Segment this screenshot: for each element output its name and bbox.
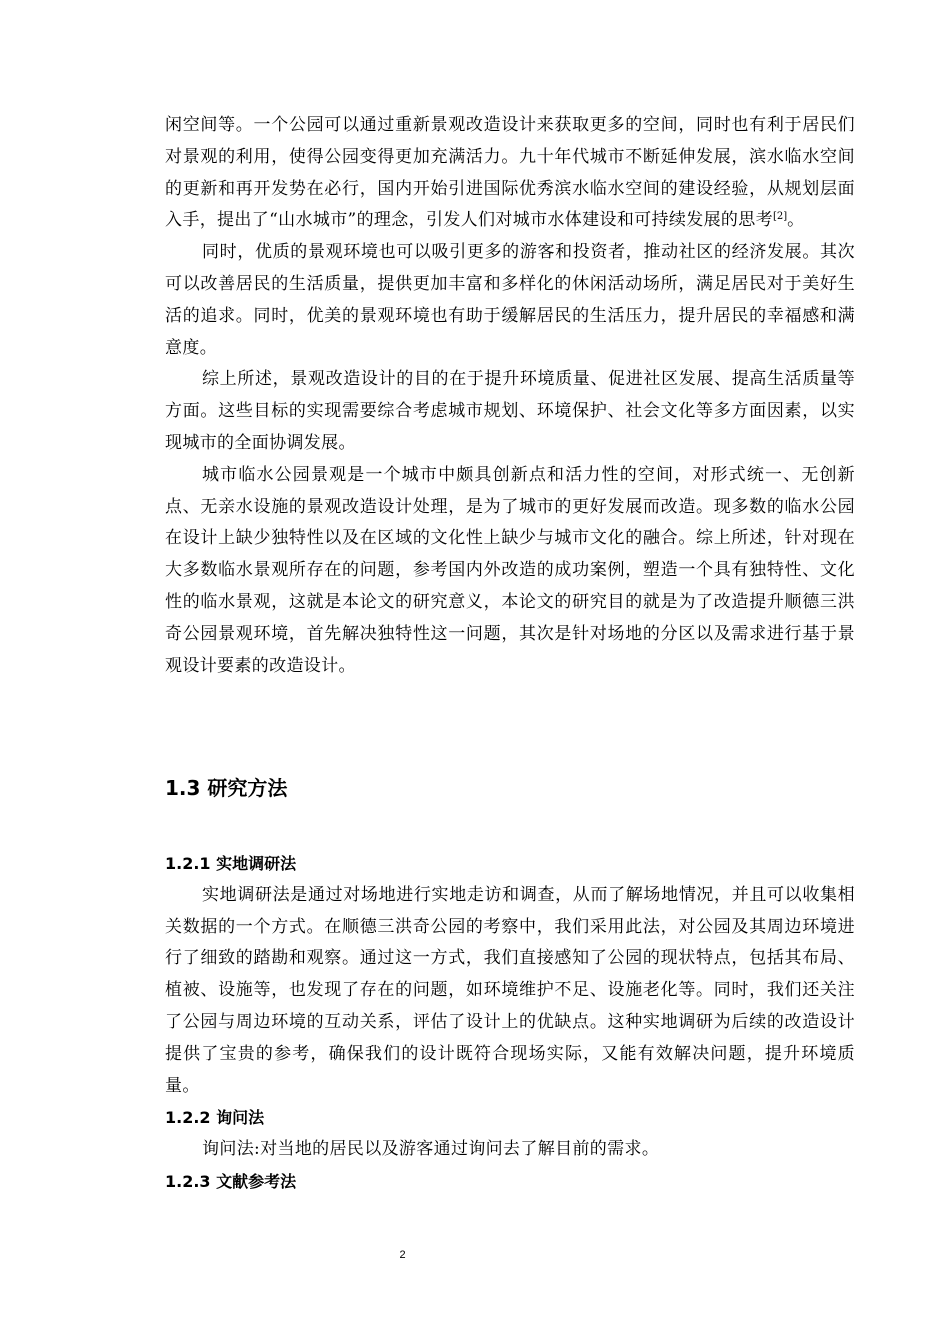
citation-ref: [2]: [772, 211, 788, 223]
subsection-heading-literature: 1.2.3 文献参考法: [165, 1171, 297, 1191]
paragraph-4: 城市临水公园景观是一个城市中颇具创新点和活力性的空间，对形式统一、无创新点、无亲水设施的景观改造设计处理，是为了城市的更好发展而改造。现多数的临水公园在设计上缺少独特性以及在区域的文化性上缺少与城市文化的融合。综上所述，针对现在大多数临水景观所存在的问题，参考国内外改造的成功案例，塑造一个具有独特性、文化性的临水景观，这就是本论文的研究意义，本论文的研究目的就是为了改造提升顺德三洪奇公园景观环境，首先解决独特性这一问题，其次是针对场地的分区以及需求进行基于景观设计要素的改造设计。: [165, 464, 855, 676]
paragraph-2: 同时，优质的景观环境也可以吸引更多的游客和投资者，推动社区的经济发展。其次可以改善居民的生活质量，提供更加丰富和多样化的休闲活动场所，满足居民对于美好生活的追求。同时，优美的景观环境也有助于缓解居民的生活压力，提升居民的幸福感和满意度。: [165, 242, 855, 358]
methods-block: [165, 848, 855, 1198]
inquiry-paragraph: 询问法:对当地的居民以及游客通过询问去了解目前的需求。: [202, 1139, 660, 1160]
paragraph-1-text: 闲空间等。一个公园可以通过重新景观改造设计来获取更多的空间，同时也有利于居民们对景观的利用，使得公园变得更加充满活力。九十年代城市不断延伸发展，滨水临水空间的更新和再开发势在必行，国内开始引进国际优秀滨水临水空间的建设经验，从规划层面入手，提出了“山水城市”的理念，引发人们对城市水体建设和可持续发展的思考: [165, 115, 855, 231]
section-heading: 1.3 研究方法: [165, 776, 288, 800]
paragraph-1: [165, 110, 855, 237]
paragraph-3: 综上所述，景观改造设计的目的在于提升环境质量、促进社区发展、提高生活质量等方面。这些目标的实现需要综合考虑城市规划、环境保护、社会文化等多方面因素，以实现城市的全面协调发展。: [165, 369, 855, 453]
subsection-heading-inquiry: 1.2.2 询问法: [165, 1108, 265, 1128]
field-survey-paragraph: 实地调研法是通过对场地进行实地走访和调查，从而了解场地情况，并且可以收集相关数据的一个方式。在顺德三洪奇公园的考察中，我们采用此法，对公园及其周边环境进行了细致的踏勘和观察。通过这一方式，我们直接感知了公园的现状特点，包括其布局、植被、设施等，也发现了存在的问题，如环境维护不足、设施老化等。同时，我们还关注了公园与周边环境的互动关系，评估了设计上的优缺点。这种实地调研为后续的改造设计提供了宝贵的参考，确保我们的设计既符合现场实际，又能有效解决问题，提升环境质量。: [165, 884, 855, 1096]
body-text-top: [165, 110, 855, 682]
paragraph-1-tail: 。: [787, 210, 805, 231]
page-number: 2: [399, 1249, 406, 1261]
subsection-heading-field-survey: 1.2.1 实地调研法: [165, 854, 297, 873]
